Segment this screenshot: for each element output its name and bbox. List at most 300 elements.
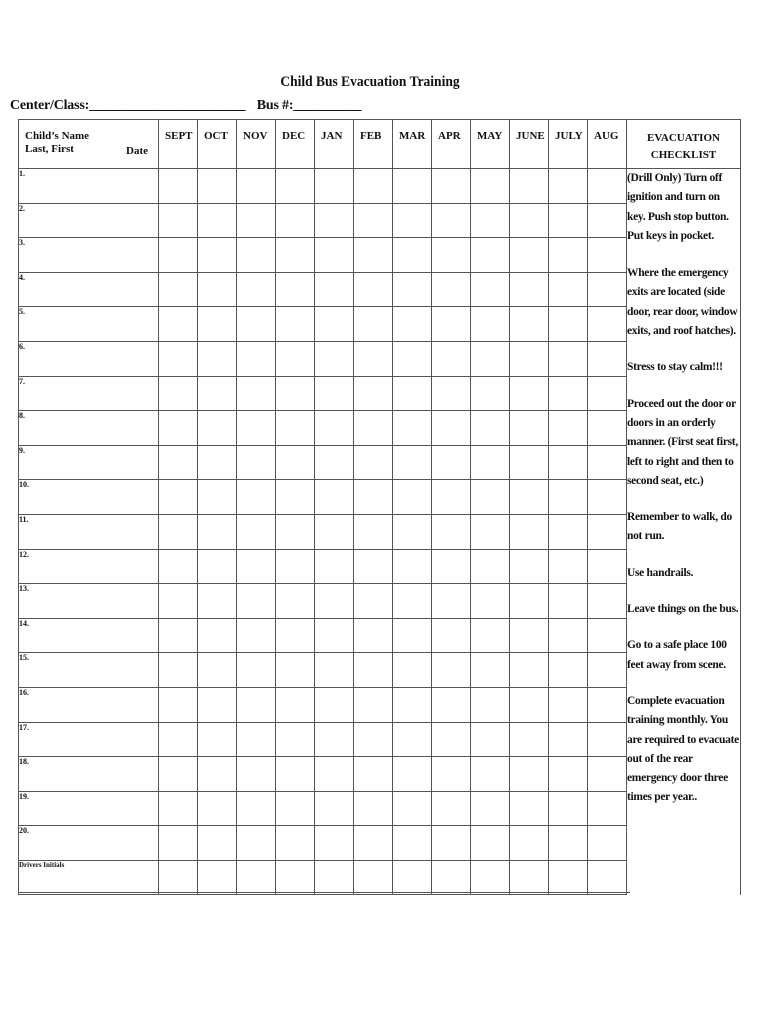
month-entry-cell[interactable] xyxy=(276,584,315,619)
month-entry-cell[interactable] xyxy=(354,307,393,342)
month-entry-cell[interactable] xyxy=(432,549,471,584)
month-entry-cell[interactable] xyxy=(159,169,198,204)
month-entry-cell[interactable] xyxy=(510,307,549,342)
child-name-cell[interactable]: 20. xyxy=(19,826,159,861)
month-entry-cell[interactable] xyxy=(510,238,549,273)
month-header-feb: FEB xyxy=(354,120,393,169)
month-entry-cell[interactable] xyxy=(276,549,315,584)
month-entry-cell[interactable] xyxy=(315,376,354,411)
month-entry-cell[interactable] xyxy=(432,272,471,307)
month-header-sept: SEPT xyxy=(159,120,198,169)
month-entry-cell[interactable] xyxy=(510,169,549,204)
month-entry-cell[interactable] xyxy=(432,687,471,722)
month-entry-cell[interactable] xyxy=(393,687,432,722)
month-entry-cell[interactable] xyxy=(354,584,393,619)
month-entry-cell[interactable] xyxy=(354,618,393,653)
month-entry-cell[interactable] xyxy=(237,272,276,307)
month-entry-cell[interactable] xyxy=(237,618,276,653)
month-entry-cell[interactable] xyxy=(588,445,627,480)
checklist-header-line2: CHECKLIST xyxy=(650,149,717,161)
month-entry-cell[interactable] xyxy=(432,411,471,446)
month-entry-cell[interactable] xyxy=(354,376,393,411)
month-header-dec: DEC xyxy=(276,120,315,169)
month-entry-cell[interactable] xyxy=(549,757,588,792)
month-entry-cell[interactable] xyxy=(510,826,549,861)
child-name-cell[interactable]: 18. xyxy=(19,757,159,792)
month-entry-cell[interactable] xyxy=(549,618,588,653)
month-entry-cell[interactable] xyxy=(588,722,627,757)
month-entry-cell[interactable] xyxy=(315,411,354,446)
month-entry-cell[interactable] xyxy=(237,549,276,584)
month-entry-cell[interactable] xyxy=(588,238,627,273)
month-entry-cell[interactable] xyxy=(471,618,510,653)
month-entry-cell[interactable] xyxy=(549,203,588,238)
month-entry-cell[interactable] xyxy=(549,514,588,549)
month-entry-cell[interactable] xyxy=(276,341,315,376)
month-entry-cell[interactable] xyxy=(588,757,627,792)
child-name-header xyxy=(19,120,159,169)
month-entry-cell[interactable] xyxy=(159,653,198,688)
month-entry-cell[interactable] xyxy=(354,653,393,688)
month-entry-cell[interactable] xyxy=(159,860,198,895)
child-name-cell[interactable]: 15. xyxy=(19,653,159,688)
month-entry-cell[interactable] xyxy=(159,238,198,273)
month-entry-cell[interactable] xyxy=(354,514,393,549)
month-entry-cell[interactable] xyxy=(198,445,237,480)
month-entry-cell[interactable] xyxy=(588,687,627,722)
month-entry-cell[interactable] xyxy=(198,653,237,688)
month-entry-cell[interactable] xyxy=(354,341,393,376)
evacuation-checklist xyxy=(627,169,741,895)
month-entry-cell[interactable] xyxy=(510,272,549,307)
month-entry-cell[interactable] xyxy=(237,584,276,619)
month-entry-cell[interactable] xyxy=(276,860,315,895)
month-entry-cell[interactable] xyxy=(471,687,510,722)
month-entry-cell[interactable] xyxy=(315,549,354,584)
month-entry-cell[interactable] xyxy=(315,203,354,238)
month-entry-cell[interactable] xyxy=(471,722,510,757)
month-entry-cell[interactable] xyxy=(549,791,588,826)
month-entry-cell[interactable] xyxy=(198,411,237,446)
center-class-field[interactable]: _______________________ xyxy=(89,98,246,113)
month-entry-cell[interactable] xyxy=(588,272,627,307)
month-entry-cell[interactable] xyxy=(471,549,510,584)
month-entry-cell[interactable] xyxy=(315,757,354,792)
month-entry-cell[interactable] xyxy=(315,687,354,722)
month-entry-cell[interactable] xyxy=(471,376,510,411)
child-name-cell[interactable]: 5. xyxy=(19,307,159,342)
month-entry-cell[interactable] xyxy=(432,480,471,515)
evacuation-checklist-header xyxy=(627,120,741,169)
month-entry-cell[interactable] xyxy=(237,169,276,204)
month-entry-cell[interactable] xyxy=(393,169,432,204)
month-entry-cell[interactable] xyxy=(237,203,276,238)
month-entry-cell[interactable] xyxy=(393,549,432,584)
month-entry-cell[interactable] xyxy=(432,757,471,792)
month-entry-cell[interactable] xyxy=(237,826,276,861)
month-entry-cell[interactable] xyxy=(315,238,354,273)
month-entry-cell[interactable] xyxy=(237,238,276,273)
month-entry-cell[interactable] xyxy=(393,514,432,549)
month-entry-cell[interactable] xyxy=(549,341,588,376)
month-entry-cell[interactable] xyxy=(393,341,432,376)
month-entry-cell[interactable] xyxy=(198,480,237,515)
month-entry-cell[interactable] xyxy=(549,653,588,688)
month-entry-cell[interactable] xyxy=(432,653,471,688)
child-name-cell[interactable]: 2. xyxy=(19,203,159,238)
month-entry-cell[interactable] xyxy=(510,687,549,722)
month-entry-cell[interactable] xyxy=(549,169,588,204)
month-entry-cell[interactable] xyxy=(198,272,237,307)
month-entry-cell[interactable] xyxy=(432,618,471,653)
checklist-item: Go to a safe place 100 feet away from scene. xyxy=(627,639,727,671)
month-entry-cell[interactable] xyxy=(237,860,276,895)
month-entry-cell[interactable] xyxy=(276,480,315,515)
month-entry-cell[interactable] xyxy=(432,203,471,238)
month-entry-cell[interactable] xyxy=(510,653,549,688)
month-entry-cell[interactable] xyxy=(549,445,588,480)
month-entry-cell[interactable] xyxy=(354,272,393,307)
month-entry-cell[interactable] xyxy=(198,860,237,895)
bus-number-label: Bus #: xyxy=(256,98,294,113)
month-entry-cell[interactable] xyxy=(588,584,627,619)
month-entry-cell[interactable] xyxy=(588,203,627,238)
month-entry-cell[interactable] xyxy=(276,826,315,861)
month-entry-cell[interactable] xyxy=(510,445,549,480)
month-entry-cell[interactable] xyxy=(159,514,198,549)
month-entry-cell[interactable] xyxy=(432,584,471,619)
month-entry-cell[interactable] xyxy=(354,480,393,515)
month-entry-cell[interactable] xyxy=(276,445,315,480)
bus-number-field[interactable]: __________ xyxy=(293,98,362,113)
month-entry-cell[interactable] xyxy=(393,757,432,792)
month-entry-cell[interactable] xyxy=(315,722,354,757)
checklist-header-line1: EVACUATION xyxy=(647,132,720,144)
month-entry-cell[interactable] xyxy=(588,514,627,549)
child-name-cell[interactable]: 4. xyxy=(19,272,159,307)
month-entry-cell[interactable] xyxy=(159,618,198,653)
month-entry-cell[interactable] xyxy=(432,791,471,826)
child-name-cell[interactable]: 7. xyxy=(19,376,159,411)
month-entry-cell[interactable] xyxy=(159,722,198,757)
month-entry-cell[interactable] xyxy=(354,238,393,273)
month-entry-cell[interactable] xyxy=(471,203,510,238)
month-entry-cell[interactable] xyxy=(237,722,276,757)
month-entry-cell[interactable] xyxy=(159,480,198,515)
month-entry-cell[interactable] xyxy=(549,687,588,722)
checklist-item: (Drill Only) Turn off ignition and turn on key. Push stop button. Put keys in pocket. xyxy=(627,172,729,242)
month-entry-cell[interactable] xyxy=(588,169,627,204)
month-entry-cell[interactable] xyxy=(159,341,198,376)
month-entry-cell[interactable] xyxy=(588,376,627,411)
month-entry-cell[interactable] xyxy=(588,791,627,826)
month-entry-cell[interactable] xyxy=(393,445,432,480)
child-name-cell[interactable]: 16. xyxy=(19,687,159,722)
month-entry-cell[interactable] xyxy=(159,826,198,861)
month-entry-cell[interactable] xyxy=(510,722,549,757)
month-entry-cell[interactable] xyxy=(198,169,237,204)
month-entry-cell[interactable] xyxy=(276,272,315,307)
month-entry-cell[interactable] xyxy=(549,307,588,342)
month-entry-cell[interactable] xyxy=(354,411,393,446)
month-entry-cell[interactable] xyxy=(471,411,510,446)
month-entry-cell[interactable] xyxy=(159,272,198,307)
child-name-cell[interactable]: 9. xyxy=(19,445,159,480)
month-entry-cell[interactable] xyxy=(471,584,510,619)
month-entry-cell[interactable] xyxy=(237,445,276,480)
month-entry-cell[interactable] xyxy=(159,757,198,792)
month-entry-cell[interactable] xyxy=(471,272,510,307)
month-entry-cell[interactable] xyxy=(588,826,627,861)
month-entry-cell[interactable] xyxy=(510,203,549,238)
child-name-cell[interactable]: 6. xyxy=(19,341,159,376)
month-entry-cell[interactable] xyxy=(510,411,549,446)
month-entry-cell[interactable] xyxy=(510,618,549,653)
month-entry-cell[interactable] xyxy=(198,376,237,411)
month-entry-cell[interactable] xyxy=(549,272,588,307)
month-entry-cell[interactable] xyxy=(354,687,393,722)
month-entry-cell[interactable] xyxy=(159,791,198,826)
month-entry-cell[interactable] xyxy=(510,860,549,895)
month-header-july: JULY xyxy=(549,120,588,169)
month-entry-cell[interactable] xyxy=(588,341,627,376)
month-entry-cell[interactable] xyxy=(549,411,588,446)
month-entry-cell[interactable] xyxy=(471,307,510,342)
checklist-item: Leave things on the bus. xyxy=(627,603,739,616)
table-bottom-border xyxy=(18,892,630,893)
month-entry-cell[interactable] xyxy=(510,549,549,584)
month-entry-cell[interactable] xyxy=(354,203,393,238)
month-entry-cell[interactable] xyxy=(237,687,276,722)
month-entry-cell[interactable] xyxy=(354,445,393,480)
child-name-cell[interactable]: 10. xyxy=(19,480,159,515)
month-entry-cell[interactable] xyxy=(159,376,198,411)
month-entry-cell[interactable] xyxy=(315,514,354,549)
month-entry-cell[interactable] xyxy=(432,376,471,411)
month-entry-cell[interactable] xyxy=(549,584,588,619)
month-header-apr: APR xyxy=(432,120,471,169)
month-entry-cell[interactable] xyxy=(393,826,432,861)
month-entry-cell[interactable] xyxy=(471,653,510,688)
month-entry-cell[interactable] xyxy=(315,791,354,826)
checklist-item: Use handrails. xyxy=(627,566,694,579)
month-entry-cell[interactable] xyxy=(198,722,237,757)
month-entry-cell[interactable] xyxy=(276,722,315,757)
month-entry-cell[interactable] xyxy=(471,791,510,826)
child-name-cell[interactable]: 19. xyxy=(19,791,159,826)
month-entry-cell[interactable] xyxy=(588,549,627,584)
month-entry-cell[interactable] xyxy=(354,169,393,204)
month-entry-cell[interactable] xyxy=(276,757,315,792)
month-entry-cell[interactable] xyxy=(276,653,315,688)
month-entry-cell[interactable] xyxy=(549,480,588,515)
month-entry-cell[interactable] xyxy=(393,411,432,446)
month-entry-cell[interactable] xyxy=(471,480,510,515)
month-entry-cell[interactable] xyxy=(432,238,471,273)
month-entry-cell[interactable] xyxy=(315,445,354,480)
child-name-cell[interactable]: 3. xyxy=(19,238,159,273)
month-entry-cell[interactable] xyxy=(315,307,354,342)
month-entry-cell[interactable] xyxy=(549,860,588,895)
month-entry-cell[interactable] xyxy=(510,757,549,792)
month-entry-cell[interactable] xyxy=(471,757,510,792)
month-entry-cell[interactable] xyxy=(237,411,276,446)
month-entry-cell[interactable] xyxy=(237,307,276,342)
month-entry-cell[interactable] xyxy=(159,411,198,446)
child-name-cell[interactable]: 13. xyxy=(19,584,159,619)
month-entry-cell[interactable] xyxy=(276,376,315,411)
month-entry-cell[interactable] xyxy=(198,584,237,619)
month-entry-cell[interactable] xyxy=(198,203,237,238)
month-entry-cell[interactable] xyxy=(588,860,627,895)
month-entry-cell[interactable] xyxy=(276,307,315,342)
month-entry-cell[interactable] xyxy=(432,341,471,376)
month-entry-cell[interactable] xyxy=(315,341,354,376)
month-entry-cell[interactable] xyxy=(432,307,471,342)
month-entry-cell[interactable] xyxy=(237,480,276,515)
month-header-nov: NOV xyxy=(237,120,276,169)
month-entry-cell[interactable] xyxy=(198,757,237,792)
month-entry-cell[interactable] xyxy=(393,238,432,273)
month-entry-cell[interactable] xyxy=(237,757,276,792)
month-header-oct: OCT xyxy=(198,120,237,169)
month-entry-cell[interactable] xyxy=(393,791,432,826)
month-entry-cell[interactable] xyxy=(198,238,237,273)
month-entry-cell[interactable] xyxy=(393,376,432,411)
month-entry-cell[interactable] xyxy=(393,653,432,688)
month-entry-cell[interactable] xyxy=(276,514,315,549)
month-entry-cell[interactable] xyxy=(549,376,588,411)
month-entry-cell[interactable] xyxy=(588,307,627,342)
month-entry-cell[interactable] xyxy=(510,480,549,515)
month-entry-cell[interactable] xyxy=(237,791,276,826)
header-row xyxy=(19,120,741,169)
month-entry-cell[interactable] xyxy=(588,480,627,515)
month-entry-cell[interactable] xyxy=(393,307,432,342)
month-entry-cell[interactable] xyxy=(510,791,549,826)
month-entry-cell[interactable] xyxy=(198,307,237,342)
month-entry-cell[interactable] xyxy=(354,860,393,895)
month-entry-cell[interactable] xyxy=(159,307,198,342)
month-header-aug: AUG xyxy=(588,120,627,169)
month-entry-cell[interactable] xyxy=(276,618,315,653)
month-entry-cell[interactable] xyxy=(588,653,627,688)
child-name-cell[interactable]: 1. xyxy=(19,169,159,204)
month-entry-cell[interactable] xyxy=(354,757,393,792)
month-entry-cell[interactable] xyxy=(159,549,198,584)
month-entry-cell[interactable] xyxy=(393,618,432,653)
child-name-cell[interactable]: 14. xyxy=(19,618,159,653)
month-entry-cell[interactable] xyxy=(432,826,471,861)
month-header-may: MAY xyxy=(471,120,510,169)
month-entry-cell[interactable] xyxy=(315,480,354,515)
month-entry-cell[interactable] xyxy=(393,272,432,307)
month-entry-cell[interactable] xyxy=(198,341,237,376)
month-entry-cell[interactable] xyxy=(159,687,198,722)
month-entry-cell[interactable] xyxy=(315,826,354,861)
child-name-cell[interactable]: 11. xyxy=(19,514,159,549)
child-name-header-line1: Child’s Name xyxy=(25,130,90,142)
month-entry-cell[interactable] xyxy=(432,722,471,757)
month-entry-cell[interactable] xyxy=(354,549,393,584)
month-entry-cell[interactable] xyxy=(276,238,315,273)
month-entry-cell[interactable] xyxy=(393,203,432,238)
month-entry-cell[interactable] xyxy=(588,411,627,446)
month-entry-cell[interactable] xyxy=(510,514,549,549)
month-entry-cell[interactable] xyxy=(510,584,549,619)
month-entry-cell[interactable] xyxy=(393,860,432,895)
month-entry-cell[interactable] xyxy=(354,722,393,757)
month-header-mar: MAR xyxy=(393,120,432,169)
checklist-item: Complete evacuation training monthly. You are required to evacuate out of the rear emergency door three times per year.. xyxy=(627,694,739,804)
month-entry-cell[interactable] xyxy=(471,169,510,204)
checklist-item: Proceed out the door or doors in an orderly manner. (First seat first, left to right and then to second seat, etc.) xyxy=(627,397,738,487)
child-name-cell[interactable]: 8. xyxy=(19,411,159,446)
month-entry-cell[interactable] xyxy=(432,169,471,204)
month-entry-cell[interactable] xyxy=(471,445,510,480)
month-entry-cell[interactable] xyxy=(198,549,237,584)
month-entry-cell[interactable] xyxy=(315,860,354,895)
child-name-cell[interactable]: 17. xyxy=(19,722,159,757)
month-entry-cell[interactable] xyxy=(159,203,198,238)
month-entry-cell[interactable] xyxy=(276,169,315,204)
month-entry-cell[interactable] xyxy=(471,826,510,861)
month-entry-cell[interactable] xyxy=(549,238,588,273)
month-entry-cell[interactable] xyxy=(510,341,549,376)
month-entry-cell[interactable] xyxy=(432,514,471,549)
month-entry-cell[interactable] xyxy=(315,618,354,653)
month-entry-cell[interactable] xyxy=(159,584,198,619)
month-entry-cell[interactable] xyxy=(276,687,315,722)
month-entry-cell[interactable] xyxy=(471,341,510,376)
month-entry-cell[interactable] xyxy=(432,445,471,480)
date-header: Date xyxy=(126,145,148,157)
month-entry-cell[interactable] xyxy=(549,722,588,757)
month-entry-cell[interactable] xyxy=(393,480,432,515)
month-entry-cell[interactable] xyxy=(276,203,315,238)
month-entry-cell[interactable] xyxy=(198,618,237,653)
month-entry-cell[interactable] xyxy=(354,826,393,861)
month-entry-cell[interactable] xyxy=(198,826,237,861)
month-entry-cell[interactable] xyxy=(315,584,354,619)
month-entry-cell[interactable] xyxy=(510,376,549,411)
month-entry-cell[interactable] xyxy=(159,445,198,480)
month-entry-cell[interactable] xyxy=(315,169,354,204)
month-entry-cell[interactable] xyxy=(471,514,510,549)
month-entry-cell[interactable] xyxy=(393,722,432,757)
month-entry-cell[interactable] xyxy=(354,791,393,826)
month-entry-cell[interactable] xyxy=(471,860,510,895)
month-entry-cell[interactable] xyxy=(315,653,354,688)
month-entry-cell[interactable] xyxy=(549,549,588,584)
month-entry-cell[interactable] xyxy=(237,341,276,376)
month-entry-cell[interactable] xyxy=(237,376,276,411)
month-entry-cell[interactable] xyxy=(588,618,627,653)
month-entry-cell[interactable] xyxy=(237,514,276,549)
month-entry-cell[interactable] xyxy=(471,238,510,273)
month-entry-cell[interactable] xyxy=(276,791,315,826)
month-entry-cell[interactable] xyxy=(432,860,471,895)
month-entry-cell[interactable] xyxy=(198,514,237,549)
month-entry-cell[interactable] xyxy=(549,826,588,861)
month-entry-cell[interactable] xyxy=(393,584,432,619)
month-entry-cell[interactable] xyxy=(315,272,354,307)
month-entry-cell[interactable] xyxy=(237,653,276,688)
month-entry-cell[interactable] xyxy=(198,687,237,722)
child-name-cell[interactable]: 12. xyxy=(19,549,159,584)
month-entry-cell[interactable] xyxy=(198,791,237,826)
month-entry-cell[interactable] xyxy=(276,411,315,446)
